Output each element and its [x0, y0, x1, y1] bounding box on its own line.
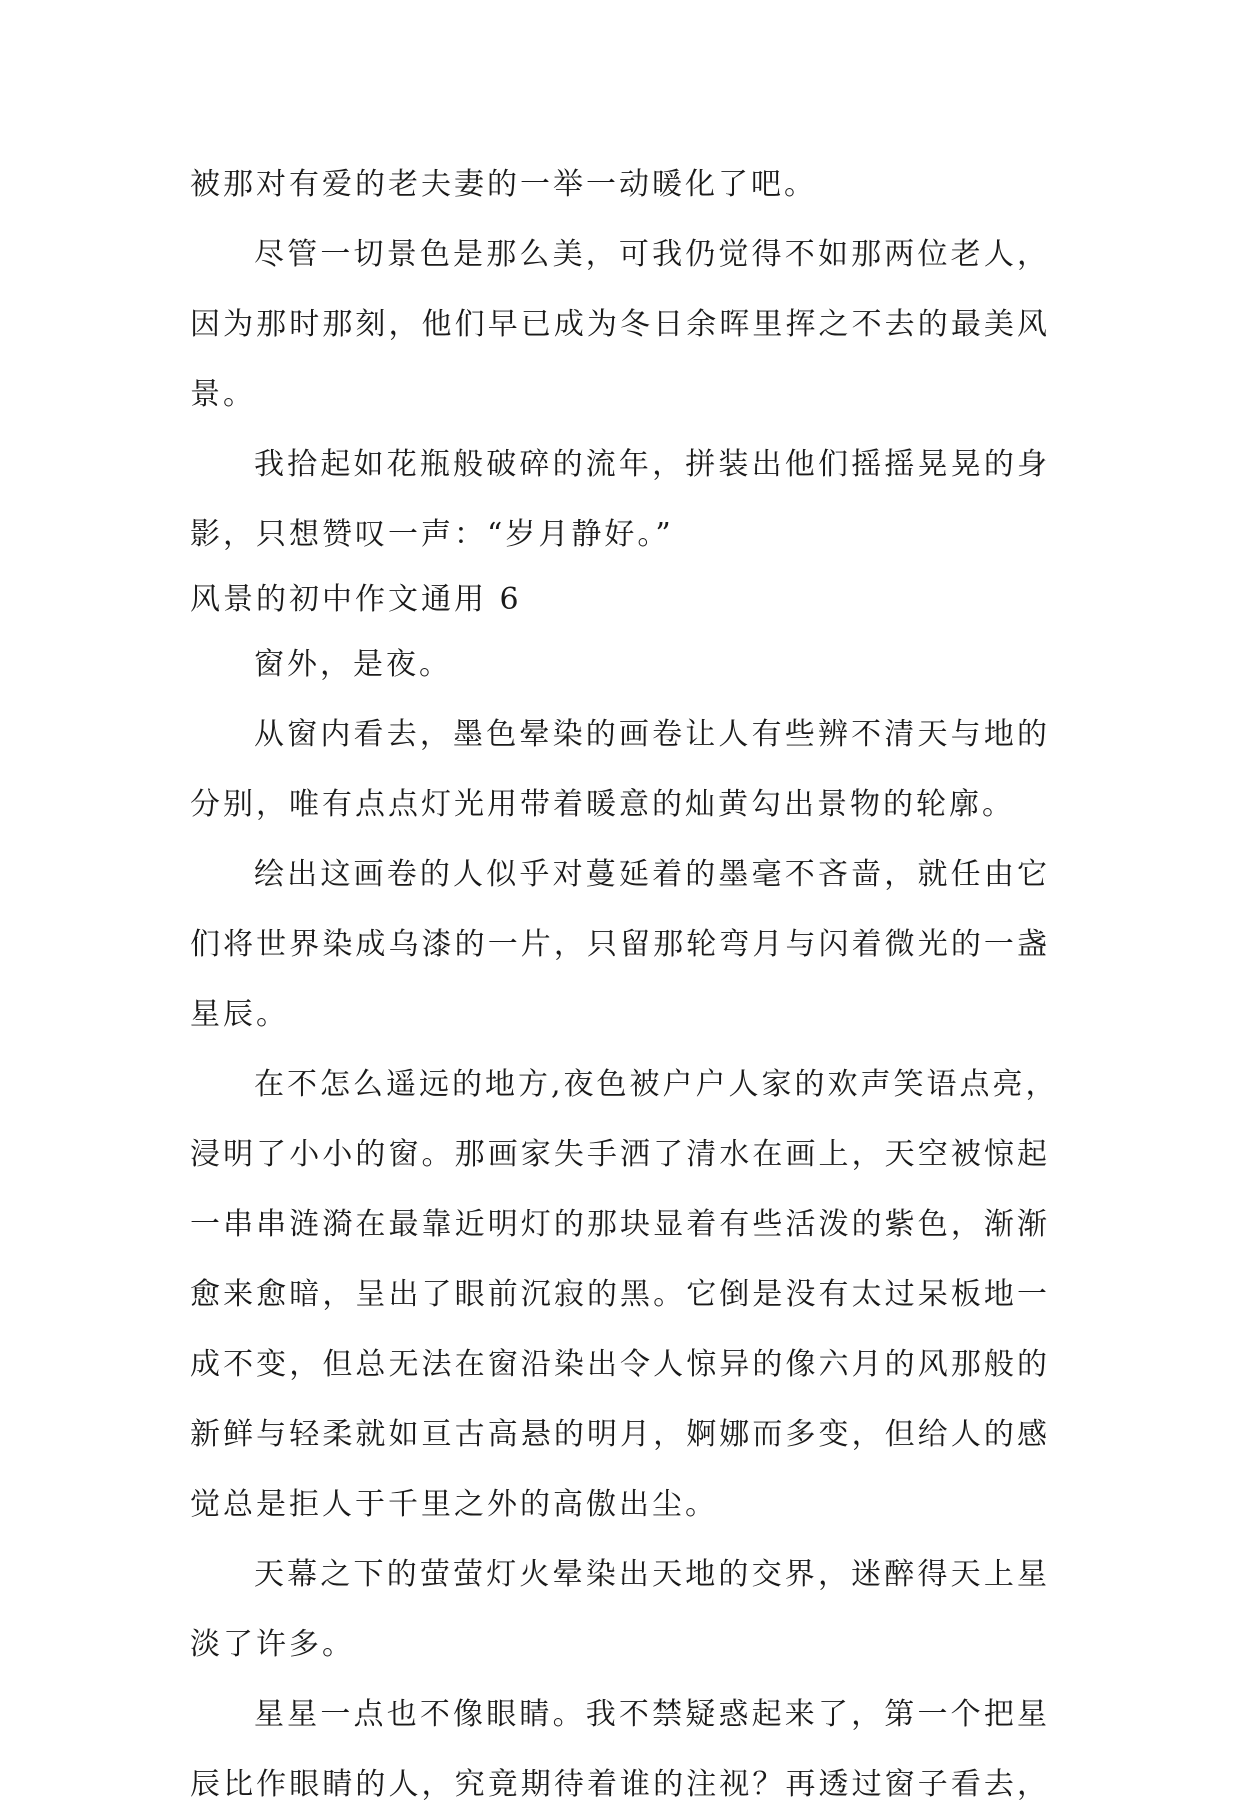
paragraph-line: 新鲜与轻柔就如亘古高悬的明月，婀娜而多变，但给人的感 — [190, 1417, 1050, 1452]
paragraph-line: 成不变，但总无法在窗沿染出令人惊异的像六月的风那般的 — [190, 1347, 1050, 1382]
paragraph-line: 从窗内看去，墨色晕染的画卷让人有些辨不清天与地的 — [254, 717, 1050, 752]
paragraph-line: 窗外，是夜。 — [254, 647, 452, 682]
paragraph-line: 景。 — [190, 377, 256, 412]
paragraph-line: 被那对有爱的老夫妻的一举一动暖化了吧。 — [190, 167, 817, 202]
section-heading: 风景的初中作文通用 6 — [190, 582, 522, 617]
paragraph-line: 淡了许多。 — [190, 1627, 355, 1662]
paragraph-line: 在不怎么遥远的地方,夜色被户户人家的欢声笑语点亮， — [254, 1067, 1059, 1102]
paragraph-line: 辰比作眼睛的人，究竟期待着谁的注视？再透过窗子看去， — [190, 1767, 1050, 1802]
paragraph-line: 愈来愈暗，呈出了眼前沉寂的黑。它倒是没有太过呆板地一 — [190, 1277, 1050, 1312]
paragraph-line: 浸明了小小的窗。那画家失手洒了清水在画上，天空被惊起 — [190, 1137, 1050, 1172]
paragraph-line: 我拾起如花瓶般破碎的流年，拼装出他们摇摇晃晃的身 — [254, 447, 1050, 482]
paragraph-line: 星星一点也不像眼睛。我不禁疑惑起来了，第一个把星 — [254, 1697, 1050, 1732]
paragraph-line: 影，只想赞叹一声：“岁月静好。” — [190, 517, 674, 552]
paragraph-line: 一串串涟漪在最靠近明灯的那块显着有些活泼的紫色，渐渐 — [190, 1207, 1050, 1242]
document-body — [190, 150, 1059, 1820]
paragraph-line: 们将世界染成乌漆的一片，只留那轮弯月与闪着微光的一盏 — [190, 927, 1050, 962]
paragraph-line: 分别，唯有点点灯光用带着暖意的灿黄勾出景物的轮廓。 — [190, 787, 1015, 822]
paragraph-line: 尽管一切景色是那么美，可我仍觉得不如那两位老人， — [254, 237, 1050, 272]
paragraph-line: 星辰。 — [190, 997, 289, 1032]
paragraph-line: 绘出这画卷的人似乎对蔓延着的墨毫不吝啬，就任由它 — [254, 857, 1050, 892]
paragraph-line: 因为那时那刻，他们早已成为冬日余晖里挥之不去的最美风 — [190, 307, 1050, 342]
paragraph-line: 天幕之下的萤萤灯火晕染出天地的交界，迷醉得天上星 — [254, 1557, 1050, 1592]
paragraph-line: 觉总是拒人于千里之外的高傲出尘。 — [190, 1487, 718, 1522]
